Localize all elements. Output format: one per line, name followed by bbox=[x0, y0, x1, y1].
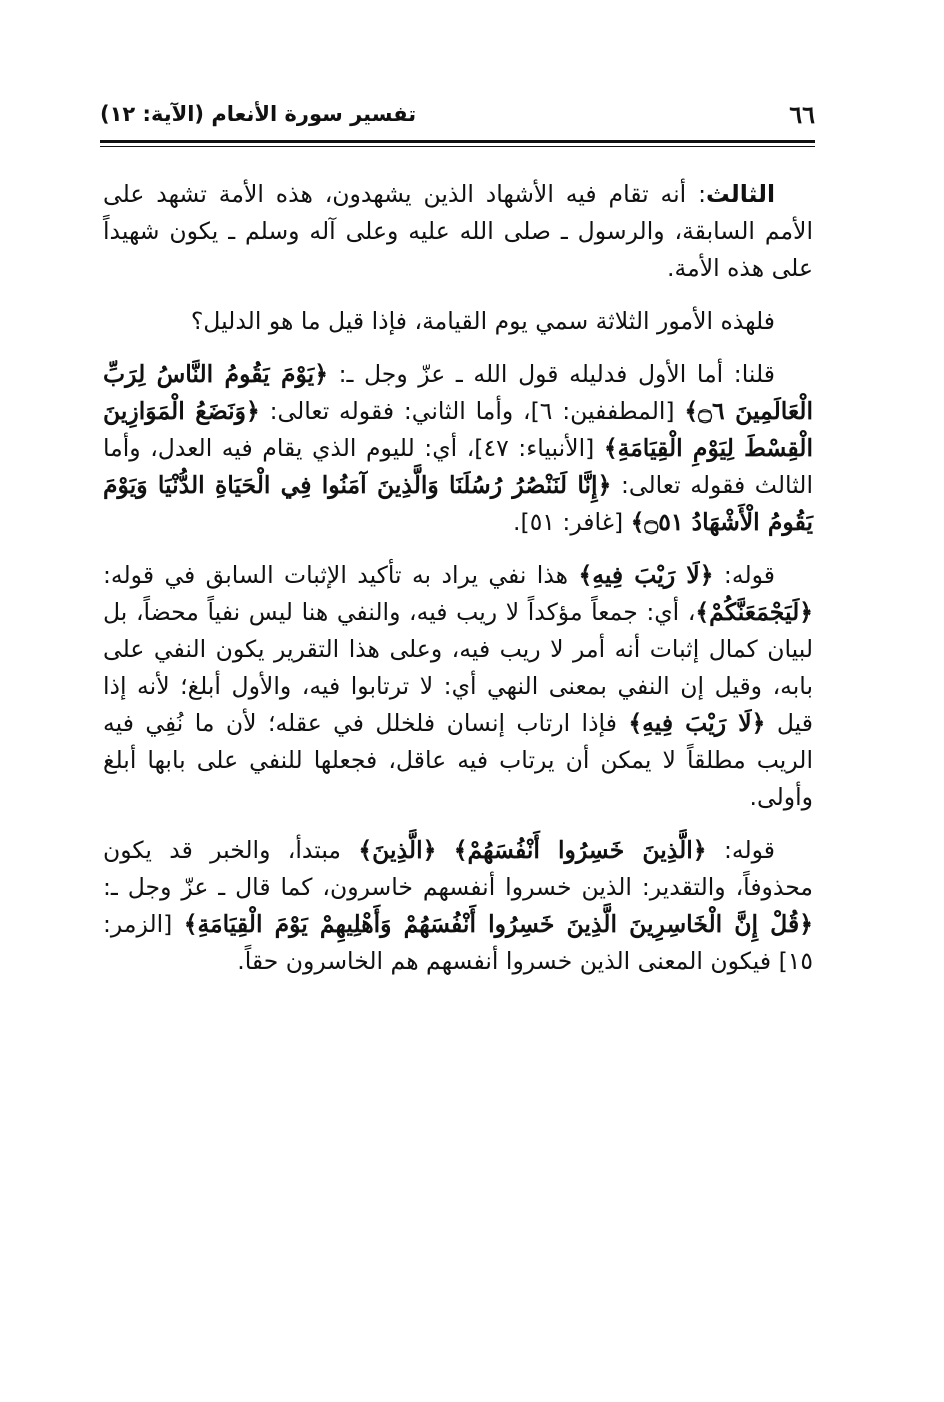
quran-verse: ﴿وَنَضَعُ الْمَوَازِينَ الْقِسْطَ لِيَوْمِ الْقِيَامَةِ﴾ bbox=[103, 397, 813, 462]
quran-verse: ﴿الَّذِينَ﴾ bbox=[358, 836, 437, 864]
paragraph-text: : أنه تقام فيه الأشهاد الذين يشهدون، هذه الأمة تشهد على الأمم السابقة، والرسول ـ صلى الله عليه وعلى آله وسلم ـ يكون شهيداً على هذه الأمة. bbox=[103, 180, 813, 282]
paragraph-text: [الأنبياء: ٤٧]، أي: لليوم الذي يقام فيه العدل، وأما الثالث فقوله تعالى: bbox=[103, 434, 813, 499]
paragraph-lead-word: الثالث bbox=[706, 180, 775, 208]
page-header bbox=[100, 100, 815, 136]
paragraph-question bbox=[103, 303, 813, 340]
quran-verse: ﴿لَا رَيْبَ فِيهِ﴾ bbox=[628, 709, 766, 737]
quran-verse: ﴿الَّذِينَ خَسِرُوا أَنْفُسَهُمْ﴾ bbox=[453, 836, 707, 864]
body-text bbox=[103, 176, 813, 996]
paragraph-losers bbox=[103, 832, 813, 980]
quran-verse: ﴿قُلْ إِنَّ الْخَاسِرِينَ الَّذِينَ خَسِرُوا أَنْفُسَهُمْ وَأَهْلِيهِمْ يَوْمَ الْقِيَامَةِ﴾ bbox=[183, 910, 813, 938]
paragraph-text: مبتدأ، والخبر قد يكون محذوفاً، والتقدير: الذين خسروا أنفسهم خاسرون، كما قال ـ عزّ وجل ـ: bbox=[103, 836, 813, 901]
header-rule-thick bbox=[100, 140, 815, 143]
quran-verse: ﴿إِنَّا لَنَنْصُرُ رُسُلَنَا وَالَّذِينَ آمَنُوا فِي الْحَيَاةِ الدُّنْيَا وَيَوْمَ يَقُومُ الْأَشْهَادُ ۝٥١﴾ bbox=[103, 471, 813, 536]
paragraph-text: هذا نفي يراد به تأكيد الإثبات السابق في قوله: bbox=[103, 561, 569, 589]
paragraph-text: قلنا: أما الأول فدليله قول الله ـ عزّ وجل ـ: bbox=[338, 360, 775, 388]
paragraph-evidence bbox=[103, 356, 813, 541]
paragraph-text: قوله: bbox=[723, 561, 775, 589]
header-rule-thin bbox=[100, 146, 815, 147]
paragraph-text: فإذا ارتاب إنسان فلخلل في عقله؛ لأن ما نُفِي فيه الريب مطلقاً لا يمكن أن يرتاب فيه عاقل، فجعلها للنفي على بابها أبلغ وأولى. bbox=[103, 709, 813, 811]
page-number: ٦٦ bbox=[789, 100, 815, 129]
quran-verse: ﴿لَا رَيْبَ فِيهِ﴾ bbox=[578, 561, 714, 589]
quran-verse: ﴿لَيَجْمَعَنَّكُمْ﴾ bbox=[695, 598, 813, 626]
running-title: تفسير سورة الأنعام (الآية: ١٢) bbox=[100, 102, 417, 126]
paragraph-third-point bbox=[103, 176, 813, 287]
quran-verse: ﴿يَوْمَ يَقُومُ النَّاسُ لِرَبِّ الْعَالَمِينَ ۝٦﴾ bbox=[103, 360, 813, 425]
paragraph-text: [المطففين: ٦]، وأما الثاني: فقوله تعالى: bbox=[269, 397, 675, 425]
paragraph-text: ، أي: جمعاً مؤكداً لا ريب فيه، والنفي هنا ليس نفياً محضاً، بل لبيان كمال إثبات أنه أمر لا ريب فيه، وعلى هذا التقرير يكون النفي على بابه، وقيل إن النفي بمعنى النهي أي: لا ترتابوا فيه، والأول أبلغ؛ لأنه إذا قيل bbox=[103, 598, 813, 737]
paragraph-no-doubt bbox=[103, 557, 813, 816]
paragraph-text: [غافر: ٥١]. bbox=[513, 508, 624, 536]
paragraph-text: فلهذه الأمور الثلاثة سمي يوم القيامة، فإذا قيل ما هو الدليل؟ bbox=[190, 307, 775, 335]
paragraph-text: قوله: bbox=[723, 836, 775, 864]
paragraph-text: [الزمر: ١٥] فيكون المعنى الذين خسروا أنفسهم هم الخاسرون حقاً. bbox=[103, 910, 813, 975]
